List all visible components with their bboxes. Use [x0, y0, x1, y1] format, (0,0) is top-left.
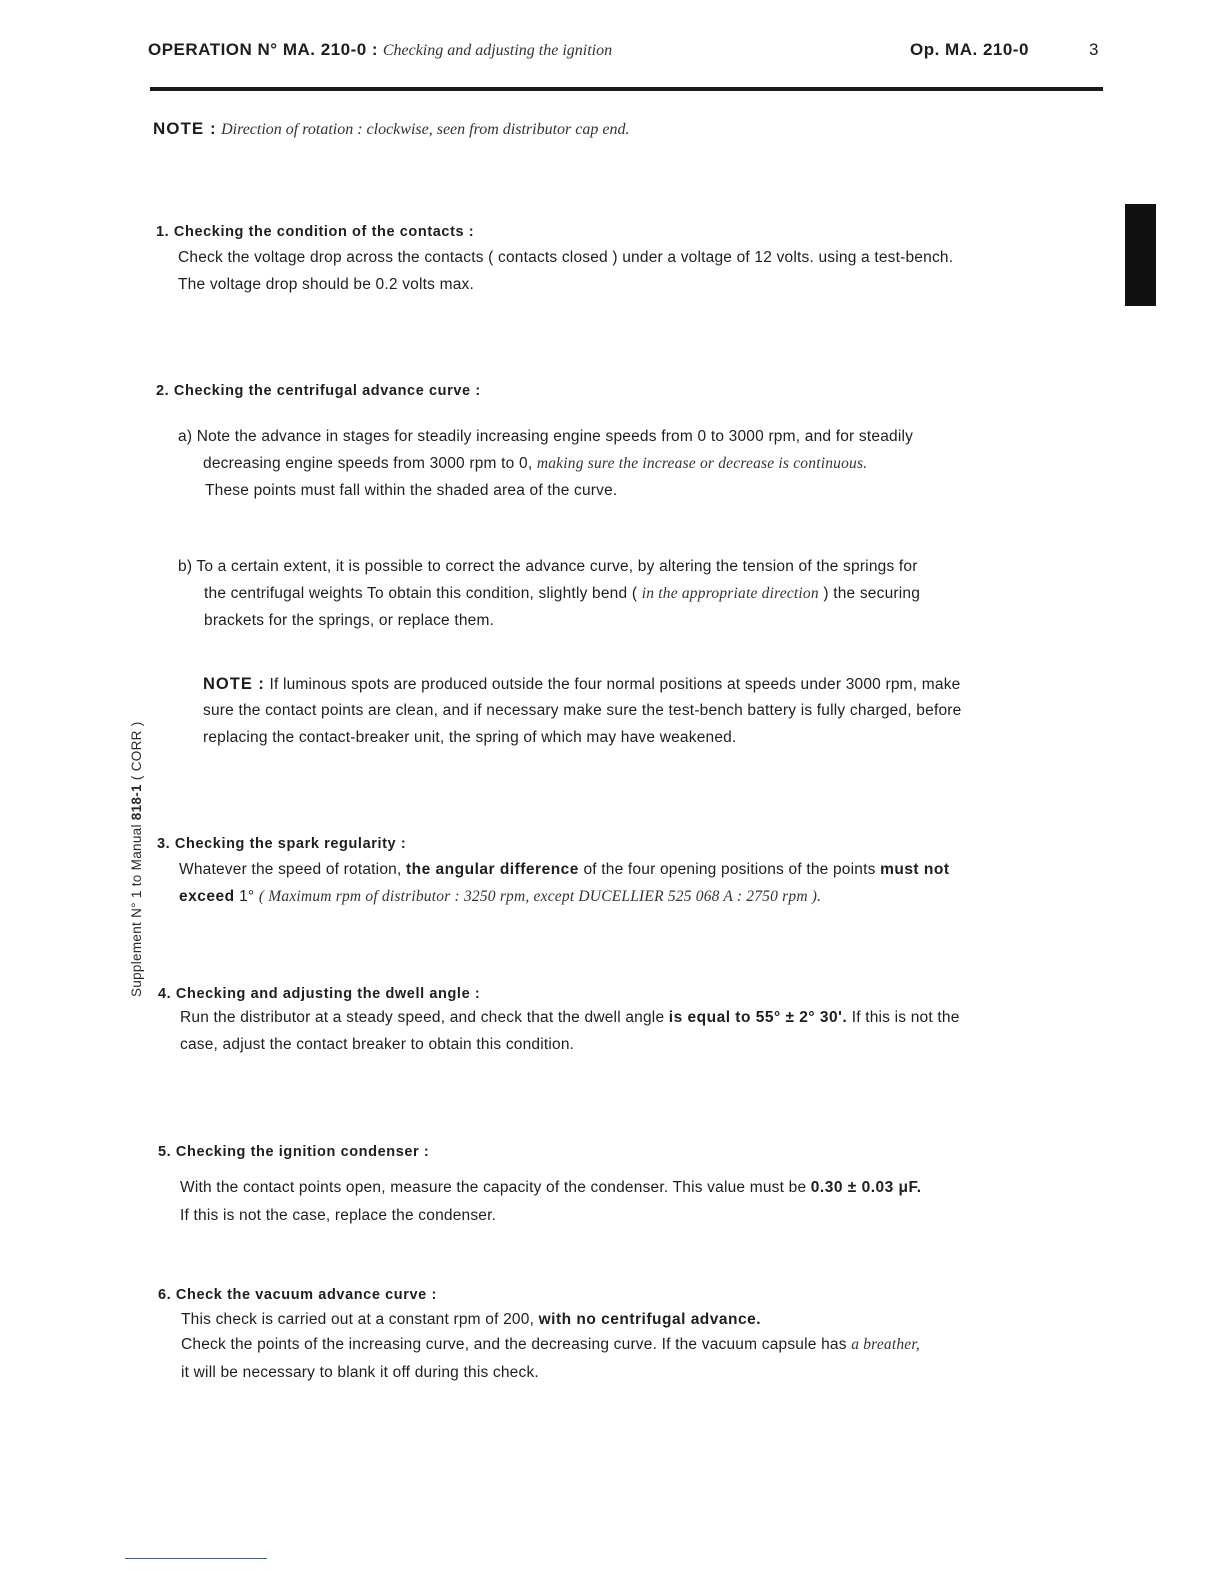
section-3-line-1-d: must not	[880, 861, 950, 878]
page-number: 3	[1089, 40, 1099, 59]
section-4-line-1-c: If this is not the	[851, 1009, 960, 1026]
section-3-line-2-b: 1°	[239, 888, 255, 905]
section-2-a-line-1: a) Note the advance in stages for steadily increasing engine speeds from 0 to 3000 rpm, and for steadily	[178, 428, 914, 445]
section-6-line-1	[181, 1311, 761, 1329]
section-3-line-2	[179, 888, 821, 906]
top-note-label: NOTE :	[153, 119, 217, 138]
section-4-line-2: case, adjust the contact breaker to obtain this condition.	[180, 1036, 575, 1053]
section-4-line-1-b: is equal to 55° ± 2° 30'.	[668, 1009, 848, 1026]
section-6-line-2-a: Check the points of the increasing curve, and the decreasing curve. If the vacuum capsule has	[181, 1336, 847, 1353]
section-2-b-line-2-plain: the centrifugal weights To obtain this condition, slightly bend (	[204, 585, 638, 602]
section-3-title: 3. Checking the spark regularity :	[157, 836, 407, 852]
thumb-index-tab	[1125, 204, 1156, 306]
section-1-title: 1. Checking the condition of the contacts :	[156, 224, 475, 240]
top-note-text: Direction of rotation : clockwise, seen from distributor cap end.	[221, 121, 630, 138]
section-4-line-1	[180, 1009, 960, 1027]
section-2-a-line-2	[203, 455, 867, 473]
section-2-b-line-2-italic: in the appropriate direction	[641, 585, 819, 602]
section-3-line-1-c: of the four opening positions of the points	[583, 861, 876, 878]
page-header-title	[148, 40, 612, 60]
side-label-prefix: Supplement N° 1 to Manual	[129, 820, 144, 997]
section-2-a-line-3: These points must fall within the shaded area of the curve.	[205, 482, 618, 499]
section-2-note-line-3: replacing the contact-breaker unit, the spring of which may have weakened.	[203, 729, 737, 746]
section-1-line-1: Check the voltage drop across the contacts ( contacts closed ) under a voltage of 12 volts. using a test-bench.	[178, 249, 954, 266]
operation-label: OPERATION N° MA. 210-0 :	[148, 40, 379, 59]
section-2-b-line-2-end: ) the securing	[823, 585, 921, 602]
section-3-line-1-a: Whatever the speed of rotation,	[179, 861, 402, 878]
footer-rule	[125, 1558, 267, 1559]
section-6-line-1-a: This check is carried out at a constant rpm of 200,	[181, 1311, 535, 1328]
supplement-side-label	[129, 721, 144, 997]
section-2-note-label: NOTE :	[203, 675, 265, 693]
section-2-a-line-2-italic: making sure the increase or decrease is continuous.	[536, 455, 868, 472]
section-4-title: 4. Checking and adjusting the dwell angle :	[158, 986, 481, 1002]
section-2-note-line-1	[203, 675, 961, 694]
section-5-line-1	[180, 1179, 922, 1197]
section-1-line-2: The voltage drop should be 0.2 volts max.	[178, 276, 474, 293]
section-2-note-line-2: sure the contact points are clean, and if necessary make sure the test-bench battery is fully charged, before	[203, 702, 962, 719]
section-2-b-line-2	[204, 585, 920, 603]
section-5-line-1-a: With the contact points open, measure the capacity of the condenser. This value must be	[180, 1179, 807, 1196]
section-5-line-1-b: 0.30 ± 0.03 μF.	[810, 1179, 922, 1196]
section-3-line-2-c: ( Maximum rpm of distributor : 3250 rpm, except DUCELLIER 525 068 A : 2750 rpm ).	[258, 888, 822, 905]
section-2-b-line-3: brackets for the springs, or replace them.	[204, 612, 495, 629]
section-6-line-3: it will be necessary to blank it off during this check.	[181, 1364, 539, 1381]
section-2-a-line-2-plain: decreasing engine speeds from 3000 rpm to 0,	[203, 455, 533, 472]
side-label-manual: 818-1	[129, 784, 144, 821]
header-rule	[150, 87, 1103, 91]
section-6-line-2	[181, 1336, 920, 1354]
section-6-title: 6. Check the vacuum advance curve :	[158, 1287, 437, 1303]
section-6-line-2-b: a breather,	[851, 1336, 920, 1353]
operation-code: Op. MA. 210-0	[910, 40, 1029, 59]
section-4-line-1-a: Run the distributor at a steady speed, and check that the dwell angle	[180, 1009, 665, 1026]
side-label-suffix: ( CORR )	[129, 721, 144, 785]
section-2-note-text-1: If luminous spots are produced outside the four normal positions at speeds under 3000 rpm, make	[269, 676, 961, 693]
section-6-line-1-b: with no centrifugal advance.	[538, 1311, 762, 1328]
section-3-line-1-b: the angular difference	[405, 861, 579, 878]
section-3-line-1	[179, 861, 950, 879]
section-2-b-line-1: b) To a certain extent, it is possible to correct the advance curve, by altering the tension of the springs for	[178, 558, 918, 575]
section-5-line-2: If this is not the case, replace the condenser.	[180, 1207, 497, 1224]
operation-title: Checking and adjusting the ignition	[382, 42, 613, 59]
section-3-line-2-a: exceed	[179, 888, 235, 905]
top-note	[153, 119, 629, 139]
section-5-title: 5. Checking the ignition condenser :	[158, 1144, 430, 1160]
section-2-title: 2. Checking the centrifugal advance curve :	[156, 383, 481, 399]
